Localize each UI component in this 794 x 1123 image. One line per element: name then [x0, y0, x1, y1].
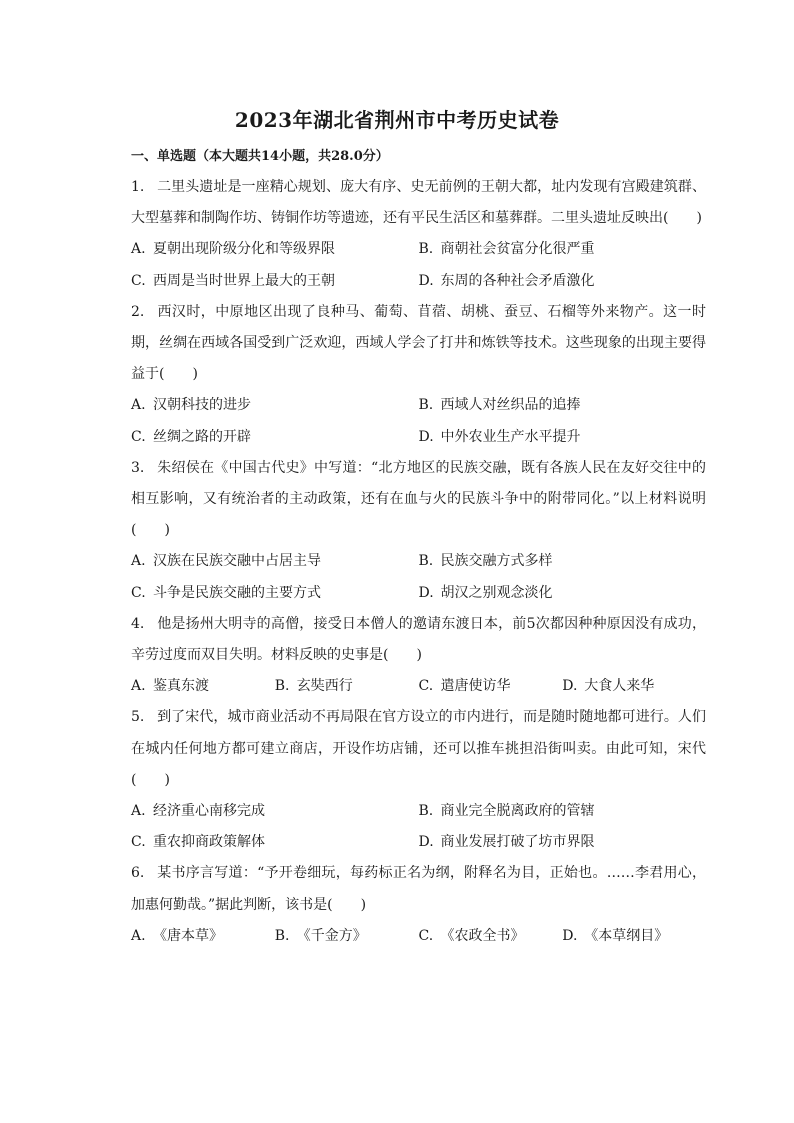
- option-text: 西周是当时世界上最大的王朝: [153, 272, 335, 289]
- option-letter: C.: [418, 678, 434, 695]
- question-stem: [131, 453, 706, 547]
- option-c[interactable]: [131, 422, 419, 453]
- option-text: 西域人对丝织品的追捧: [440, 397, 581, 414]
- option-list: [131, 671, 706, 702]
- option-letter: B.: [418, 241, 434, 258]
- question-text: 他是扬州大明寺的高僧，接受日本僧人的邀请东渡日本，前5次都因种种原因没有成功，辛劳过度而双目失明。材料反映的史事是( ): [131, 615, 706, 664]
- option-list: [131, 234, 706, 296]
- option-c[interactable]: [131, 266, 419, 297]
- option-d[interactable]: [419, 422, 707, 453]
- option-text: 民族交融方式多样: [440, 553, 553, 570]
- option-letter: A.: [131, 553, 146, 570]
- option-letter: A.: [131, 803, 146, 820]
- option-text: 重农抑商政策解体: [153, 834, 265, 851]
- option-letter: D.: [562, 927, 578, 944]
- question-3: [131, 453, 706, 609]
- option-b[interactable]: [419, 546, 707, 577]
- question-text: 到了宋代，城市商业活动不再局限在官方设立的市内进行，而是随时随地都可进行。人们在城内任何地方都可建立商店，开设作坊店铺，还可以推车挑担沿街叫卖。由此可知，宋代( ): [131, 709, 706, 788]
- page-title: 2023年湖北省荆州市中考历史试卷: [234, 108, 560, 132]
- option-text: 商业发展打破了坊市界限: [440, 834, 595, 851]
- option-b[interactable]: [275, 921, 419, 952]
- option-list: [131, 390, 706, 452]
- option-letter: C.: [418, 927, 434, 944]
- option-text: 商业完全脱离政府的管辖: [440, 803, 595, 820]
- option-text: 遣唐使访华: [440, 678, 511, 695]
- question-text: 西汉时，中原地区出现了良种马、葡萄、苜蓿、胡桃、蚕豆、石榴等外来物产。这一时期，丝绸在西域各国受到广泛欢迎，西域人学会了打井和炼铁等技术。这些现象的出现主要得益于( ): [131, 303, 706, 383]
- option-text: 大食人来华: [584, 678, 655, 695]
- option-b[interactable]: [419, 796, 707, 827]
- option-text: 鉴真东渡: [153, 678, 209, 695]
- question-stem: [131, 702, 706, 796]
- question-text: 二里头遗址是一座精心规划、庞大有序、史无前例的王朝大都，址内发现有宫殿建筑群、大型墓葬和制陶作坊、铸铜作坊等遗迹，还有平民生活区和墓葬群。二里头遗址反映出( ): [131, 179, 706, 227]
- option-b[interactable]: [419, 390, 707, 421]
- question-text: 某书序言写道：“予开卷细玩，每药标正名为纲，附释名为目，正始也。……李君用心，加惠何勤哉。”据此判断，该书是( ): [131, 865, 706, 913]
- option-d[interactable]: [419, 578, 707, 609]
- question-2: [131, 297, 706, 453]
- option-letter: B.: [274, 927, 290, 944]
- option-text: 斗争是民族交融的主要方式: [153, 584, 321, 601]
- option-a[interactable]: [131, 546, 419, 577]
- option-a[interactable]: [131, 234, 419, 265]
- option-a[interactable]: [131, 796, 419, 827]
- option-text: 丝绸之路的开辟: [153, 428, 251, 445]
- question-6: [131, 858, 706, 952]
- option-text: 汉族在民族交融中占居主导: [153, 553, 321, 570]
- option-text: 《本草纲目》: [584, 927, 669, 944]
- question-number: 5.: [131, 709, 145, 726]
- option-d[interactable]: [419, 266, 707, 297]
- question-stem: [131, 297, 706, 391]
- option-letter: C.: [131, 584, 146, 601]
- question-number: 3.: [131, 459, 145, 476]
- option-a[interactable]: [131, 921, 275, 952]
- option-c[interactable]: [419, 921, 563, 952]
- option-letter: D.: [418, 834, 434, 851]
- option-c[interactable]: [131, 578, 419, 609]
- option-letter: A.: [131, 678, 146, 695]
- option-a[interactable]: [131, 671, 275, 702]
- question-stem: [131, 172, 706, 234]
- option-b[interactable]: [275, 671, 419, 702]
- option-list: [131, 546, 706, 608]
- option-c[interactable]: [419, 671, 563, 702]
- option-letter: C.: [131, 428, 146, 445]
- option-text: 《千金方》: [296, 927, 367, 944]
- option-letter: B.: [418, 553, 434, 570]
- question-4: [131, 609, 706, 703]
- option-letter: B.: [418, 803, 434, 820]
- question-5: [131, 702, 706, 858]
- question-1: [131, 172, 706, 297]
- option-letter: A.: [131, 927, 146, 944]
- option-a[interactable]: [131, 390, 419, 421]
- option-letter: B.: [274, 678, 290, 695]
- option-d[interactable]: [419, 827, 707, 858]
- option-c[interactable]: [131, 827, 419, 858]
- question-number: 1.: [131, 179, 145, 195]
- question-number: 4.: [131, 615, 145, 632]
- option-letter: A.: [131, 241, 146, 258]
- question-list: [131, 172, 706, 952]
- question-stem: [131, 609, 706, 671]
- option-b[interactable]: [419, 234, 707, 265]
- option-text: 《农政全书》: [440, 927, 525, 944]
- question-stem: [131, 858, 706, 920]
- option-letter: B.: [418, 397, 434, 414]
- option-text: 玄奘西行: [296, 678, 353, 695]
- option-text: 商朝社会贫富分化很严重: [440, 241, 595, 258]
- option-text: 胡汉之别观念淡化: [440, 584, 553, 601]
- option-text: 中外农业生产水平提升: [440, 428, 581, 445]
- option-letter: D.: [418, 428, 434, 445]
- option-letter: C.: [131, 272, 146, 289]
- option-text: 《唐本草》: [153, 927, 223, 944]
- option-text: 东周的各种社会矛盾激化: [440, 272, 595, 289]
- option-list: [131, 796, 706, 858]
- option-d[interactable]: [562, 921, 706, 952]
- option-letter: D.: [562, 678, 578, 695]
- section-heading: 一、单选题（本大题共14小题，共28.0分）: [131, 149, 389, 164]
- option-list: [131, 921, 706, 952]
- option-letter: D.: [418, 584, 434, 601]
- question-number: 6.: [131, 865, 145, 882]
- option-d[interactable]: [562, 671, 706, 702]
- option-letter: C.: [131, 834, 146, 851]
- option-letter: D.: [418, 272, 434, 289]
- question-number: 2.: [131, 303, 145, 320]
- option-text: 经济重心南移完成: [153, 803, 265, 820]
- option-letter: A.: [131, 397, 146, 414]
- option-text: 汉朝科技的进步: [153, 397, 251, 414]
- option-text: 夏朝出现阶级分化和等级界限: [153, 241, 335, 258]
- question-text: 朱绍侯在《中国古代史》中写道：“北方地区的民族交融，既有各族人民在友好交往中的相互影响，又有统治者的主动政策，还有在血与火的民族斗争中的附带同化。”以上材料说明( ): [131, 459, 706, 539]
